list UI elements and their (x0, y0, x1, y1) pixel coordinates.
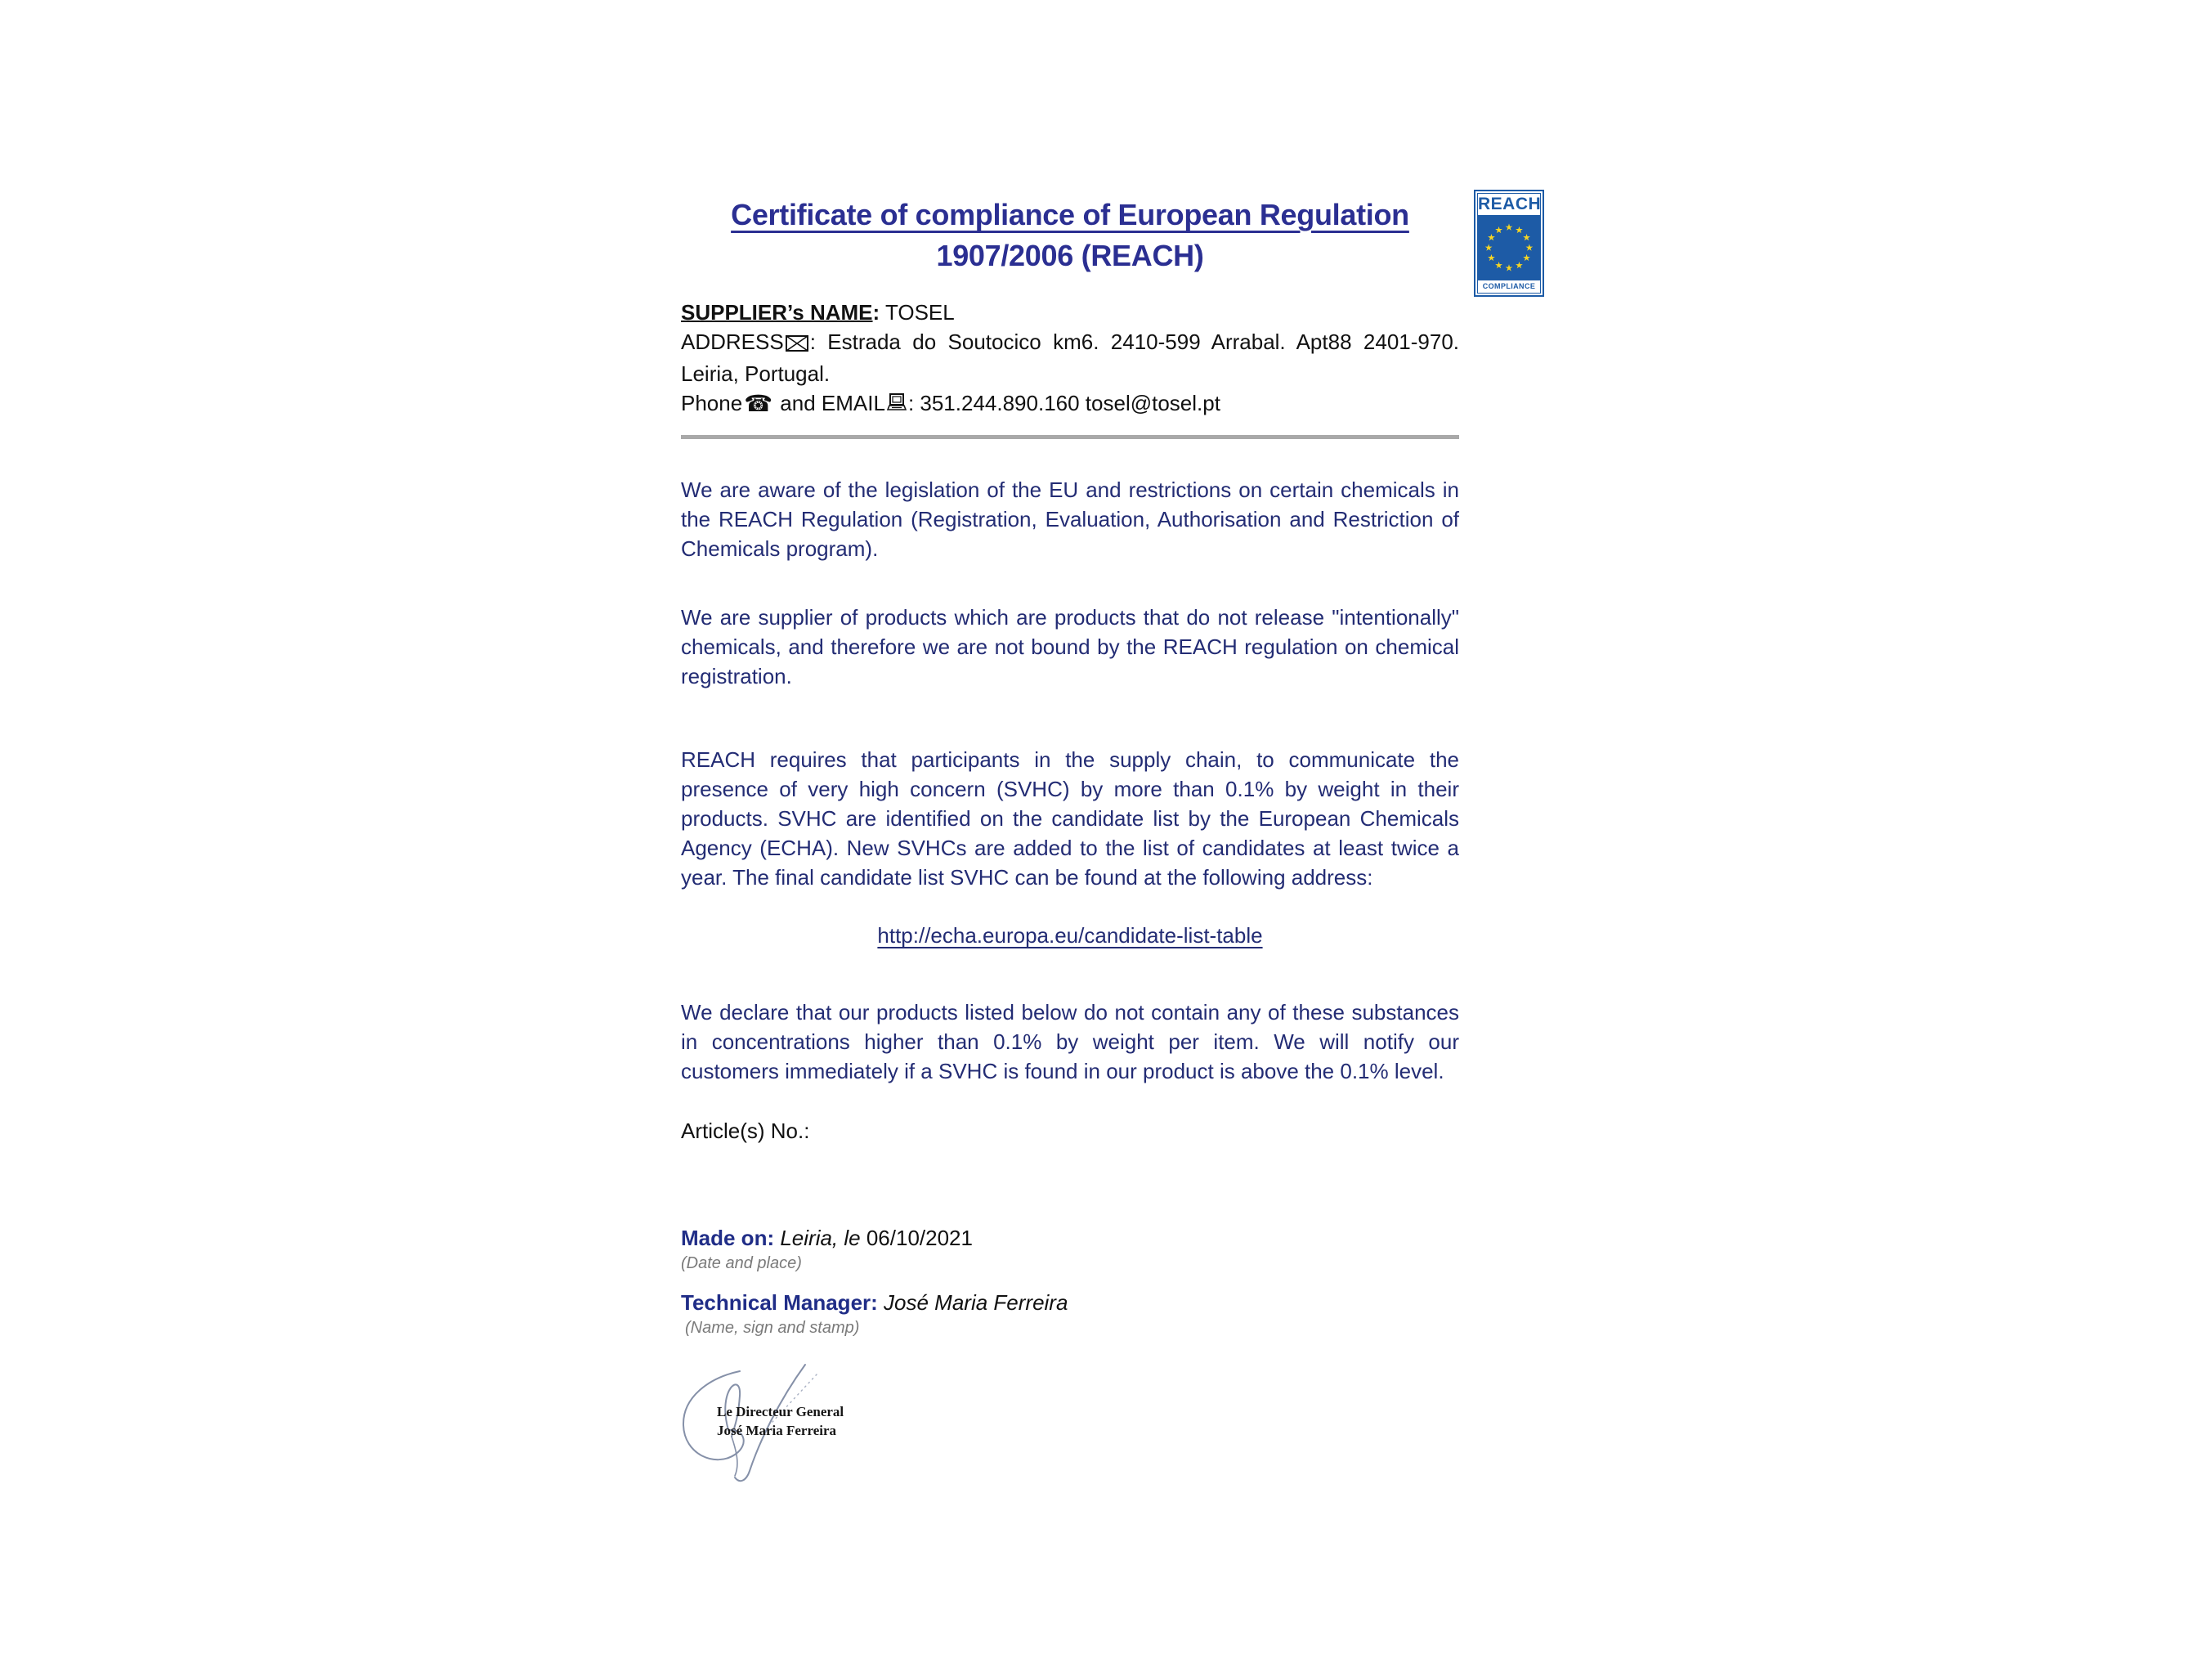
technical-manager-line (681, 1290, 1459, 1316)
title-line-1: Certificate of compliance of European Regulation (731, 198, 1409, 231)
technical-manager-label: Technical Manager: (681, 1290, 878, 1315)
title-line-2: 1907/2006 (REACH) (936, 239, 1204, 272)
made-on-date: 06/10/2021 (866, 1226, 973, 1250)
supplier-block (681, 298, 1459, 420)
supplier-contact-line (681, 388, 1459, 420)
supplier-name-line: SUPPLIER’s NAME: TOSEL (681, 300, 955, 325)
date-place-hint: (Date and place) (681, 1254, 802, 1272)
document-page (681, 190, 1542, 1490)
phone-label: Phone (681, 391, 743, 415)
signature-block (676, 1363, 889, 1490)
paragraph-declaration: We declare that our products listed below do not contain any of these substances in concentrations higher than 0.1% by weight per item. We will notify our customers immediately if a SVHC is found in our product is above the 0.1% level. (681, 1000, 1459, 1083)
address-value: : Estrada do Soutocico km6. 2410-599 Arrabal. Apt88 2401-970. Leiria, Portugal. (681, 330, 1459, 386)
signature-stamp-text (717, 1402, 844, 1440)
candidate-list-link[interactable]: http://echa.europa.eu/candidate-list-table (877, 923, 1263, 948)
made-on-place: Leiria, le (774, 1226, 866, 1250)
contact-value: : 351.244.890.160 tosel@tosel.pt (907, 391, 1220, 415)
signature-title: Le Directeur General (717, 1404, 844, 1419)
phone-icon: ☎ (744, 391, 773, 416)
articles-label: Article(s) No.: (681, 1119, 810, 1143)
paragraph-awareness: We are aware of the legislation of the EU and restrictions on certain chemicals in the REACH Regulation (Registration, Evaluation, Authorisation and Restriction of Chemicals program). (681, 478, 1459, 561)
compliance-logo-text: COMPLIANCE (1477, 280, 1541, 294)
computer-icon (887, 391, 907, 420)
reach-compliance-logo (1474, 190, 1544, 297)
supplier-name-value: TOSEL (880, 300, 955, 325)
signature-name: José Maria Ferreira (717, 1423, 837, 1438)
email-label: and EMAIL (774, 391, 885, 415)
paragraph-svhc-requirements: REACH requires that participants in the supply chain, to communicate the presence of very high concern (SVHC) by more than 0.1% by weight in their products. SVHC are identified on the candidate list by the European Chemicals Agency (ECHA). New SVHCs are added to the list of candidates at least twice a year. The final candidate list SVHC can be found at the following address: (681, 747, 1459, 890)
candidate-list-link-row (681, 923, 1459, 948)
envelope-icon (786, 330, 808, 359)
made-on-line (681, 1226, 1459, 1251)
supplier-name-label: SUPPLIER’s NAME (681, 300, 873, 325)
sign-stamp-hint: (Name, sign and stamp) (685, 1319, 860, 1337)
eu-flag (1477, 215, 1541, 280)
paragraph-supplier-statement: We are supplier of products which are products that do not release "intentionally" chemicals, and therefore we are not bound by the REACH regulation on chemical registration. (681, 605, 1459, 688)
technical-manager-name: José Maria Ferreira (877, 1290, 1068, 1315)
divider-rule (681, 435, 1459, 439)
page-title (681, 190, 1459, 276)
reach-logo-text: REACH (1478, 195, 1542, 213)
made-on-label: Made on: (681, 1226, 775, 1250)
supplier-address-line (681, 327, 1459, 388)
address-label: ADDRESS (681, 330, 784, 354)
eu-stars-icon (1480, 219, 1538, 276)
